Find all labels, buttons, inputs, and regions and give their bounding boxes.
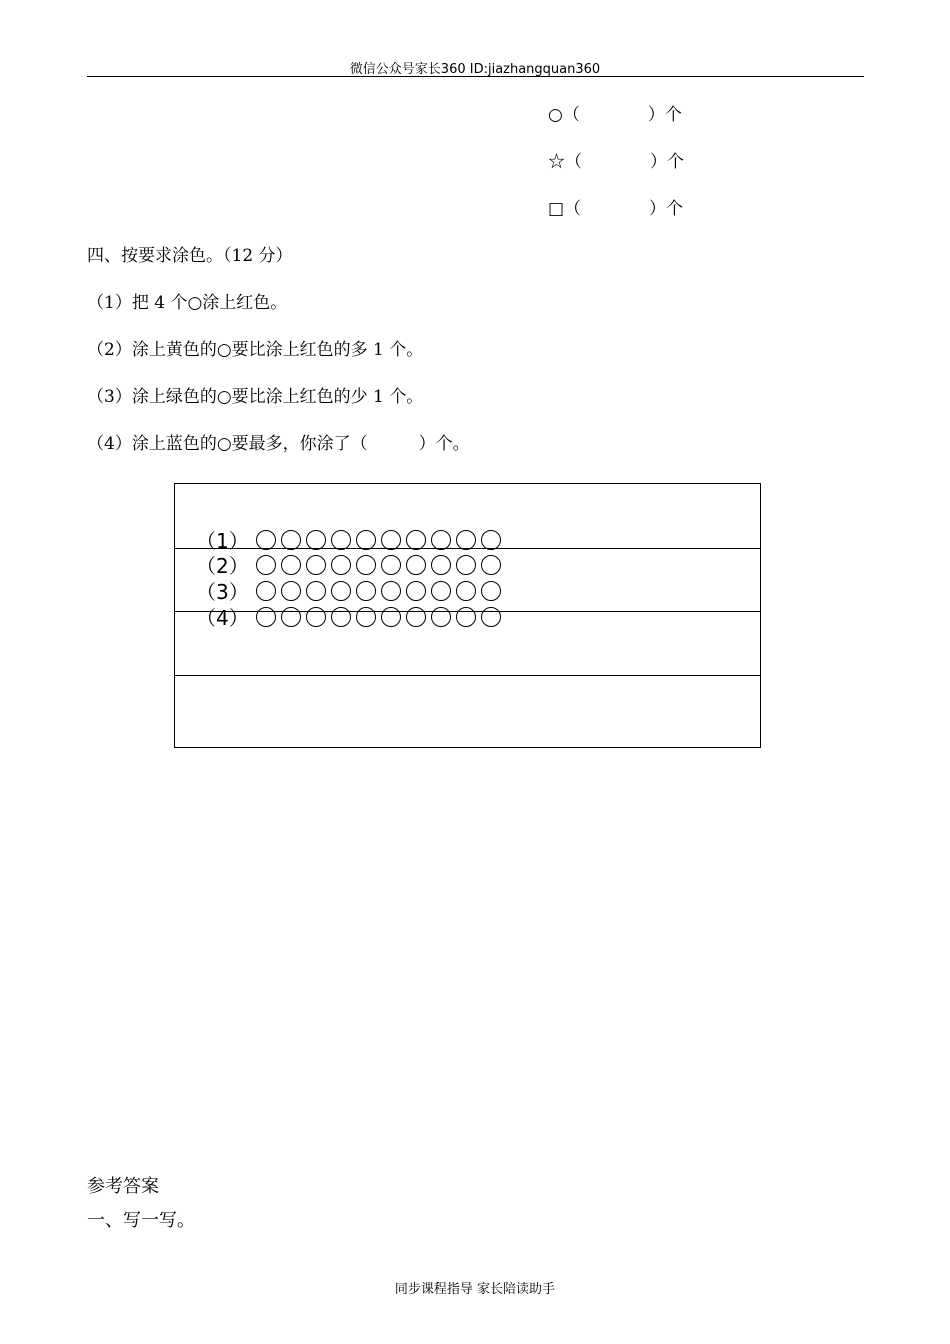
empty-circle — [281, 581, 301, 601]
instruction-2: （2）涂上黄色的○要比涂上红色的多 1 个。 — [87, 340, 424, 360]
empty-circle — [456, 555, 476, 575]
circle-row-3 — [196, 576, 506, 605]
circle-row-2 — [196, 550, 506, 579]
circle-row-label: （4） — [196, 606, 249, 630]
empty-circle — [406, 555, 426, 575]
circle-group — [256, 606, 506, 630]
empty-circle — [481, 581, 501, 601]
instruction-4: （4）涂上蓝色的○要最多，你涂了（ ）个。 — [87, 434, 470, 454]
circle-group — [256, 580, 506, 604]
square-count-row: □（ ）个 — [548, 199, 684, 219]
empty-circle — [431, 555, 451, 575]
empty-circle — [456, 607, 476, 627]
empty-circle — [456, 581, 476, 601]
answers-title: 参考答案 — [87, 1176, 159, 1197]
empty-circle — [356, 555, 376, 575]
empty-circle — [381, 581, 401, 601]
empty-circle — [381, 555, 401, 575]
empty-circle — [431, 607, 451, 627]
table-rule-3 — [174, 675, 761, 676]
empty-circle — [281, 530, 301, 550]
empty-circle — [356, 530, 376, 550]
empty-circle — [406, 581, 426, 601]
section-4-title: 四、按要求涂色。（12 分） — [87, 246, 293, 266]
empty-circle — [406, 607, 426, 627]
empty-circle — [306, 607, 326, 627]
empty-circle — [481, 530, 501, 550]
empty-circle — [256, 581, 276, 601]
empty-circle — [331, 530, 351, 550]
empty-circle — [331, 607, 351, 627]
empty-circle — [456, 530, 476, 550]
empty-circle — [356, 581, 376, 601]
empty-circle — [281, 607, 301, 627]
circle-group — [256, 554, 506, 578]
empty-circle — [306, 555, 326, 575]
circle-row-label: （1） — [196, 529, 249, 553]
empty-circle — [356, 607, 376, 627]
empty-circle — [306, 581, 326, 601]
empty-circle — [381, 607, 401, 627]
empty-circle — [281, 555, 301, 575]
empty-circle — [256, 530, 276, 550]
empty-circle — [381, 530, 401, 550]
empty-circle — [406, 530, 426, 550]
instruction-3: （3）涂上绿色的○要比涂上红色的少 1 个。 — [87, 387, 424, 407]
circle-row-label: （2） — [196, 554, 249, 578]
empty-circle — [306, 530, 326, 550]
empty-circle — [431, 530, 451, 550]
header-divider — [87, 76, 864, 77]
page-header: 微信公众号家长360 ID:jiazhangquan360 — [349, 62, 601, 77]
circle-row-4 — [196, 602, 506, 631]
instruction-1: （1）把 4 个○涂上红色。 — [87, 293, 288, 313]
empty-circle — [256, 555, 276, 575]
answers-first-line: 一、写一写。 — [87, 1210, 195, 1231]
empty-circle — [481, 607, 501, 627]
circle-count-row: ○（ ）个 — [548, 105, 682, 125]
empty-circle — [431, 581, 451, 601]
empty-circle — [256, 607, 276, 627]
empty-circle — [331, 555, 351, 575]
empty-circle — [331, 581, 351, 601]
empty-circle — [481, 555, 501, 575]
star-count-row: ☆（ ）个 — [548, 152, 684, 172]
page-footer: 同步课程指导 家长陪读助手 — [394, 1282, 556, 1297]
circle-row-label: （3） — [196, 580, 249, 604]
